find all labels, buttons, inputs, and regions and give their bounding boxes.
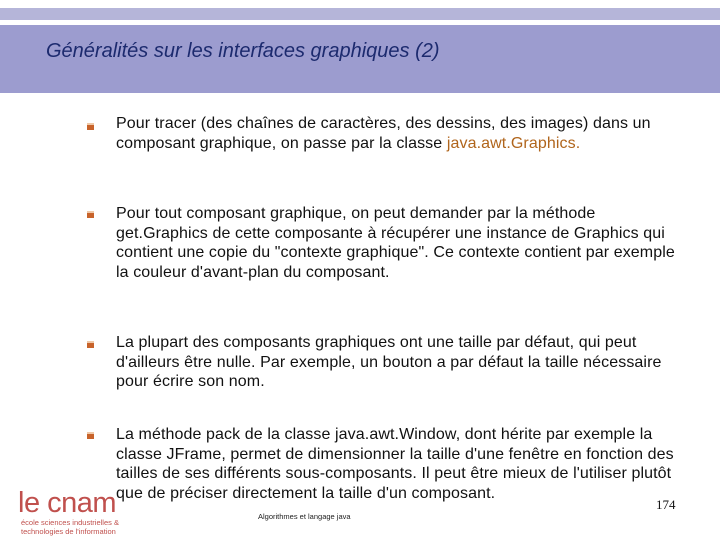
logo-tagline: école sciences industrielles & technologies de l'information [21,518,119,536]
bullet-text: La méthode pack de la classe java.awt.Window, dont hérite par exemple la classe JFrame, permet de dimensionner la taille d'une fenêtre en fonction des tailles de ses différents sous-composants. Il peut être mieux de l'utiliser plutôt que de préciser directement la taille d'un composant. [116,426,674,502]
class-name-highlight: java.awt.Graphics. [446,134,581,152]
bullet-text [116,114,676,153]
footer-course-title: Algorithmes et langage java [258,512,351,521]
bullet-square-icon [87,432,94,439]
page-number: 174 [656,497,676,512]
bullet-text-lead: Pour tracer (des chaînes de caractères, des dessins, des images) dans un composant graphique, on passe par la classe [116,115,651,152]
cnam-logo [18,488,168,538]
bullet-square-icon [87,123,94,130]
bullet-text: Pour tout composant graphique, on peut demander par la méthode get.Graphics de cette composante à récupérer une instance de Graphics qui contient une copie du "contexte graphique". Ce contexte contient par exemple la couleur d'avant-plan du composant. [116,205,675,281]
slide-title: Généralités sur les interfaces graphiques (2) [46,40,440,62]
bullet-square-icon [87,341,94,348]
bullet-square-icon [87,211,94,218]
logo-wordmark: le cnam [18,487,117,519]
bullet-text: La plupart des composants graphiques ont une taille par défaut, qui peut d'ailleurs être nulle. Par exemple, un bouton a par défaut la taille nécessaire pour écrire son nom. [116,334,662,390]
